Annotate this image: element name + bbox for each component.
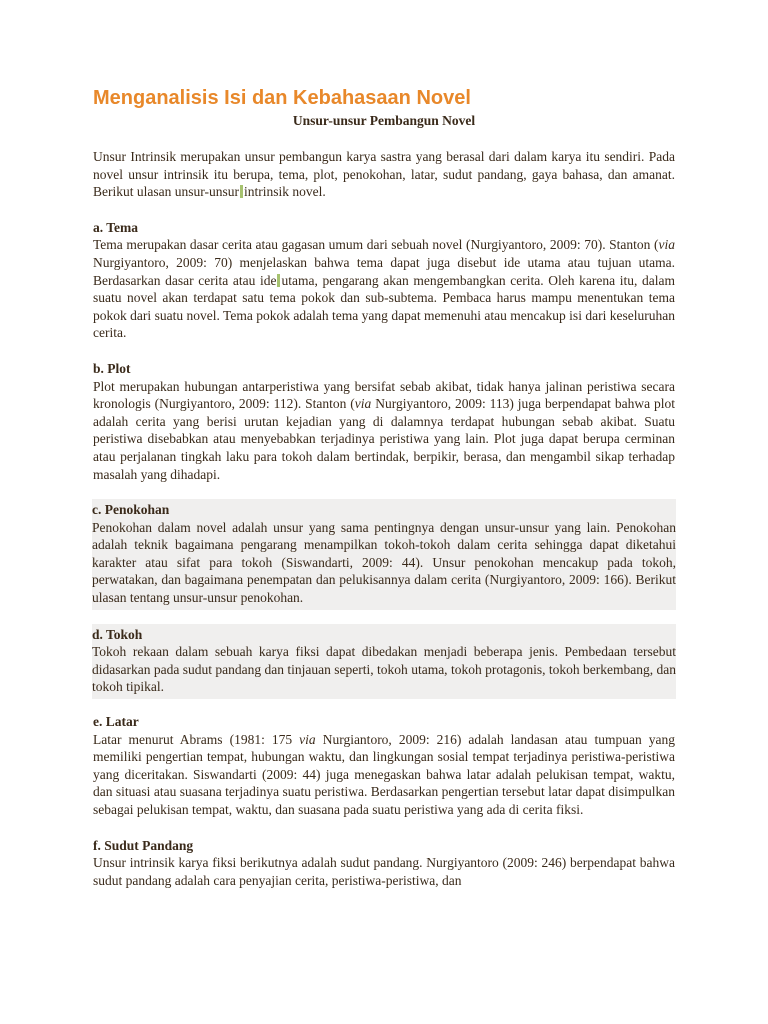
section-latar [93,713,675,819]
section-body-tema [93,236,675,342]
page-subtitle: Unsur-unsur Pembangun Novel [292,113,476,128]
section-body-tokoh: Tokoh rekaan dalam sebuah karya fiksi dapat dibedakan menjadi beberapa jenis. Pembedaan tersebut didasarkan pada sudut pandang dan tinjauan seperti, tokoh utama, tokoh protagonis, tokoh berkembang, dan tokoh tipikal. [92,644,676,695]
tema-text-3: utama, pengarang akan mengembangkan cerita. Oleh karena itu, dalam suatu novel akan terdapat satu tema pokok dan sub-subtema. Pembaca harus mampu menentukan tema pokok dari suatu novel. Tema pokok adalah tema yang dapat memenuhi atau mencakup isi dari keseluruhan cerita. [93,272,675,341]
section-heading-tokoh: d. Tokoh [92,626,143,642]
tema-text-1: Tema merupakan dasar cerita atau gagasan umum dari sebuah novel (Nurgiyantoro, 2009: 70). Stanton ( [93,237,659,253]
section-heading-tema: a. Tema [93,219,139,235]
tema-via: via [658,237,675,253]
plot-text-1: Plot merupakan hubungan antarperistiwa yang bersifat sebab akibat, tidak hanya jalinan peristiwa secara kronologis (Nurgiyantoro, 2009: 112). Stanton ( [93,378,675,412]
section-body-penokohan: Penokohan dalam novel adalah unsur yang sama pentingnya dengan unsur-unsur yang lain. Penokohan adalah teknik bagaimana pengarang menampilkan tokoh-tokoh dalam cerita sehingga dapat diketahui karakter atau sifat para tokoh (Siswandarti, 2009: 44). Unsur penokohan mencakup pada tokoh, perwatakan, dan bagaimana penempatan dan pelukisannya dalam cerita (Nurgiyantoro, 2009: 166). Berikut ulasan tentang unsur-unsur penokohan. [92,519,676,606]
section-tema [93,219,675,342]
section-heading-latar: e. Latar [93,714,139,730]
section-body-plot [93,378,675,484]
section-plot [93,360,675,483]
tema-text-2: Nurgiyantoro, 2009: 70) menjelaskan bahwa tema dapat juga disebut ide utama atau tujuan utama. Berdasarkan dasar cerita atau ide [93,254,675,288]
plot-text-2: Nurgiyantoro, 2009: 113) juga berpendapat bahwa plot adalah cerita yang berisi urutan kejadian yang di dalamnya terdapat hubungan sebab akibat. Suatu peristiwa disebabkan atau menyebabkan terjadinya peristiwa yang lain. Plot juga dapat berupa cerminan atau perjalanan tingkah laku para tokoh dalam bertindak, berpikir, berasa, dan mengambil sikap terhadap masalah yang dihadapi. [93,396,675,482]
latar-text-1: Latar menurut Abrams (1981: 175 [93,731,300,747]
section-heading-plot: b. Plot [93,360,131,376]
latar-via: via [299,731,316,747]
section-sudut-pandang [93,837,675,890]
plot-via: via [354,396,372,412]
section-tokoh [92,624,676,699]
highlight-marker [240,185,243,198]
intro-text-b: intrinsik novel. [243,184,326,200]
section-body-latar [93,731,675,819]
intro-text-a: Unsur Intrinsik merupakan unsur pembangun karya sastra yang berasal dari dalam karya itu sendiri. Pada novel unsur intrinsik itu berupa, tema, plot, penokohan, latar, sudut pandang, gaya bahasa, dan amanat. Berikut ulasan unsur-unsur [93,149,675,200]
page-title: Menganalisis Isi dan Kebahasaan Novel [93,87,471,109]
section-heading-sudut-pandang: f. Sudut Pandang [93,837,194,853]
highlight-marker [277,274,280,287]
section-heading-penokohan: c. Penokohan [92,502,170,518]
section-penokohan [92,499,676,610]
document-page [93,86,675,889]
section-body-sudut-pandang: Unsur intrinsik karya fiksi berikutnya adalah sudut pandang. Nurgiyantoro (2009: 246) berpendapat bahwa sudut pandang adalah cara penyajian cerita, peristiwa-peristiwa, dan [93,855,675,888]
intro-paragraph [93,148,675,201]
latar-text-2: Nurgiantoro, 2009: 216) adalah landasan atau tumpuan yang memiliki pengertian tempat, hubungan waktu, dan lingkungan sosial tempat terjadinya peristiwa-peristiwa yang diceritakan. Siswandarti (2009: 44) juga menegaskan bahwa latar adalah pelukisan tempat, waktu, dan situasi atau suasana terjadinya suatu peristiwa. Berdasarkan pengertian tersebut latar dapat disimpulkan sebagai pelukisan tempat, waktu, dan suasana pada suatu peristiwa yang ada di cerita fiksi. [93,731,675,817]
